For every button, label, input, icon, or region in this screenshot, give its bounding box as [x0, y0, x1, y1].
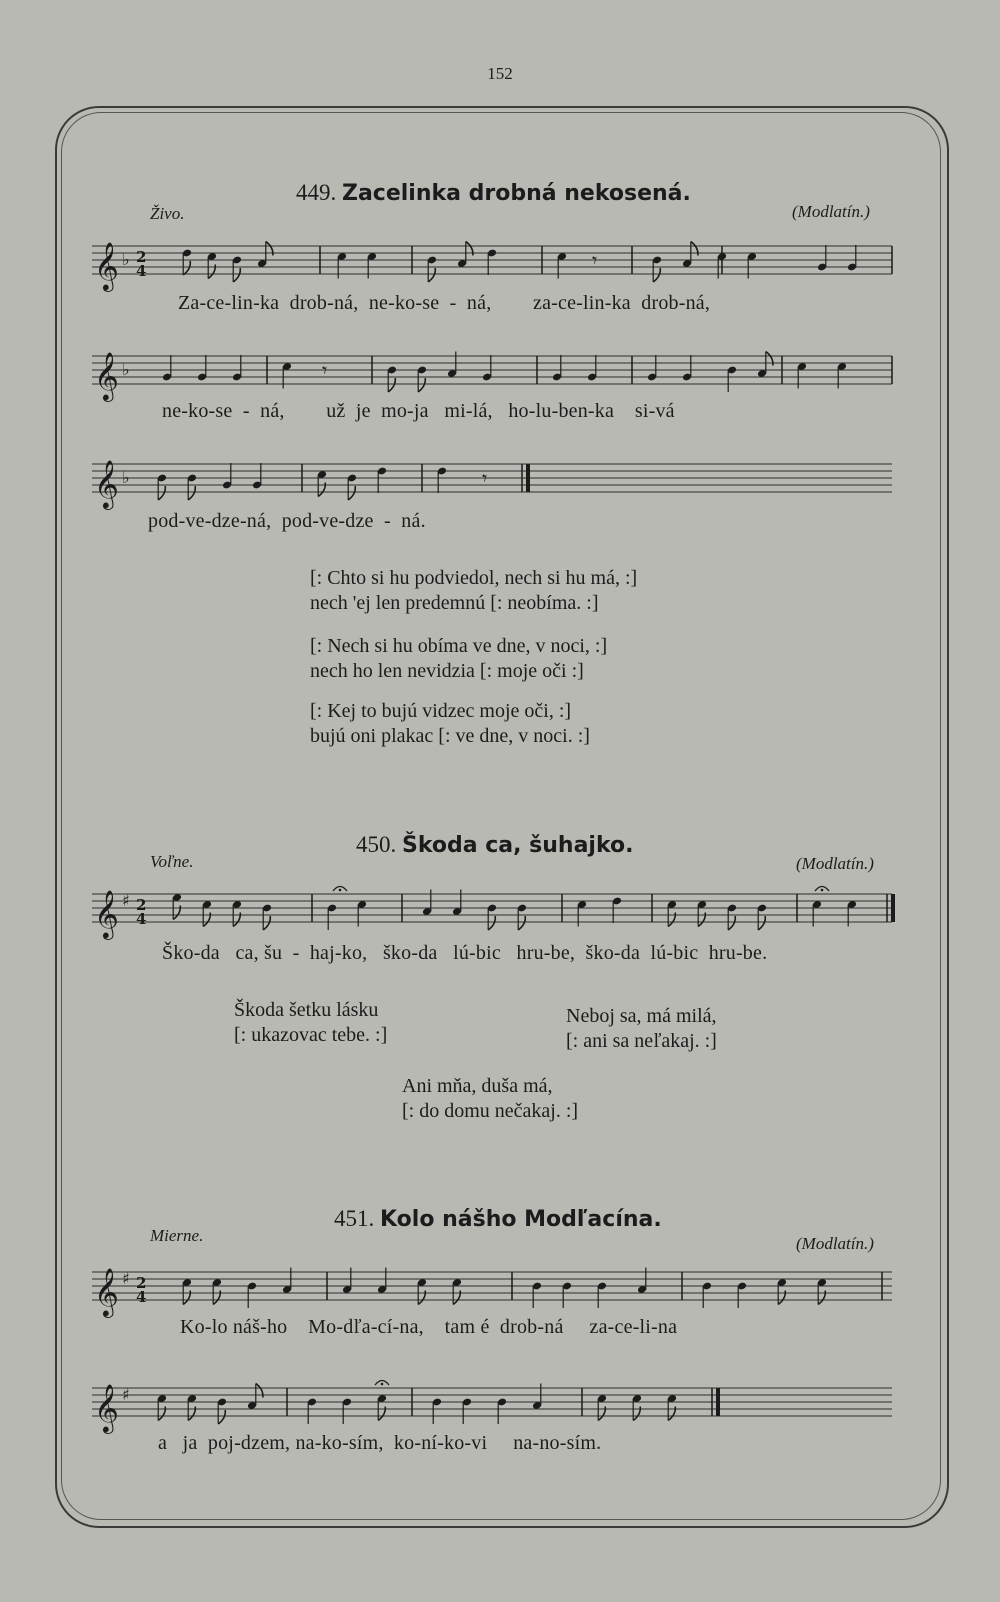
svg-text:♯: ♯ — [122, 891, 130, 910]
svg-text:2: 2 — [136, 248, 147, 266]
song-title — [356, 832, 633, 858]
svg-text:2: 2 — [136, 1274, 147, 1292]
svg-text:𝄞: 𝄞 — [94, 241, 119, 290]
page-number: 152 — [487, 64, 513, 83]
lyrics-line: ne-ko-se - ná, už je mo-ja mi-lá, ho-lu-ben-ka si-vá — [162, 400, 675, 422]
song-title — [334, 1206, 662, 1232]
verse-line: Ani mňa, duša má, — [402, 1075, 553, 1097]
svg-text:4: 4 — [136, 910, 147, 928]
svg-text:𝄾: 𝄾 — [482, 466, 488, 490]
verse-line: Škoda šetku lásku — [234, 999, 379, 1021]
verse — [310, 566, 637, 616]
svg-text:𝄾: 𝄾 — [322, 358, 328, 382]
lyrics-line: Ško-da ca, šu - haj-ko, ško-da lú-bic hru-be, ško-da lú-bic hru-be. — [162, 942, 768, 964]
verse-line: [: ani sa neľakaj. :] — [566, 1030, 717, 1052]
svg-text:4: 4 — [136, 1288, 147, 1306]
verse-line: [: Chto si hu podviedol, nech si hu má, :] — [310, 567, 638, 589]
song-number: 451. — [334, 1206, 375, 1231]
svg-text:𝄞: 𝄞 — [94, 889, 119, 938]
lyrics-line: Ko-lo náš-ho Mo-dľa-cí-na, tam é drob-ná za-ce-li-na — [180, 1316, 678, 1338]
tempo-marking: Živo. — [150, 204, 185, 223]
verse-line: [: ukazovac tebe. :] — [234, 1024, 388, 1046]
song-number: 449. — [296, 180, 337, 205]
svg-text:𝄞: 𝄞 — [94, 1267, 119, 1316]
verse-line: [: Nech si hu obíma ve dne, v noci, :] — [310, 635, 608, 657]
music-staff — [92, 884, 912, 938]
music-staff — [92, 236, 912, 290]
verse-line: [: Kej to bujú vidzec moje oči, :] — [310, 700, 572, 722]
song-title — [296, 180, 691, 206]
source-location: (Modlatín.) — [796, 1234, 874, 1253]
verse-line: Neboj sa, má milá, — [566, 1005, 717, 1027]
verse-line: nech ho len nevidzia [: moje oči :] — [310, 660, 584, 682]
lyrics-line: pod-ve-dze-ná, pod-ve-dze - ná. — [148, 510, 426, 532]
song-name: Kolo nášho Modľacína. — [380, 1207, 662, 1232]
music-staff — [92, 346, 912, 400]
tempo-marking: Voľne. — [150, 852, 194, 871]
svg-text:♭: ♭ — [122, 250, 130, 269]
lyrics-line: a ja poj-dzem, na-ko-sím, ko-ní-ko-vi na-no-sím. — [158, 1432, 602, 1454]
music-staff — [92, 1262, 912, 1316]
svg-text:𝄞: 𝄞 — [94, 1383, 119, 1432]
source-location: (Modlatín.) — [792, 202, 870, 221]
svg-text:𝄞: 𝄞 — [94, 351, 119, 400]
svg-text:𝄾: 𝄾 — [592, 248, 598, 272]
song-number: 450. — [356, 832, 397, 857]
verse-line: [: do domu nečakaj. :] — [402, 1100, 579, 1122]
verse — [310, 699, 590, 749]
tempo-marking: Mierne. — [150, 1226, 204, 1245]
svg-text:2: 2 — [136, 896, 147, 914]
song-name: Škoda ca, šuhajko. — [402, 833, 634, 858]
svg-text:4: 4 — [136, 262, 147, 280]
source-location: (Modlatín.) — [796, 854, 874, 873]
lyrics-line: Za-ce-lin-ka drob-ná, ne-ko-se - ná, za-ce-lin-ka drob-ná, — [178, 292, 711, 314]
verse — [234, 998, 387, 1048]
svg-text:♭: ♭ — [122, 468, 130, 487]
song-name: Zacelinka drobná nekosená. — [342, 181, 691, 206]
svg-text:♭: ♭ — [122, 360, 130, 379]
verse — [566, 1004, 717, 1054]
verse-line: bujú oni plakac [: ve dne, v noci. :] — [310, 725, 590, 747]
svg-text:𝄞: 𝄞 — [94, 459, 119, 508]
verse — [310, 634, 607, 684]
music-staff — [92, 1378, 912, 1432]
verse — [402, 1074, 578, 1124]
music-staff — [92, 454, 912, 508]
svg-text:♯: ♯ — [122, 1269, 130, 1288]
verse-line: nech 'ej len predemnú [: neobíma. :] — [310, 592, 599, 614]
svg-text:♯: ♯ — [122, 1385, 130, 1404]
